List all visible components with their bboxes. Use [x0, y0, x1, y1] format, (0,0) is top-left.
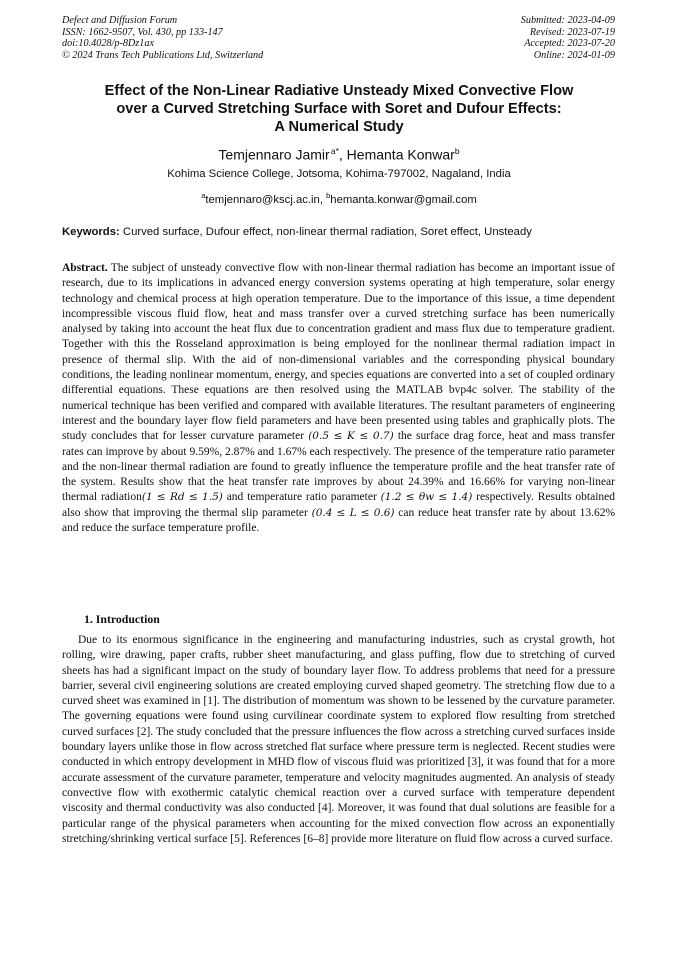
section-heading-introduction: 1. Introduction: [84, 612, 160, 626]
abstract-text-2: the surface drag force, heat and mass transfer rates can improve by about 9.59%, 2.87% and 1.67% each respectively. The presence of the temperature ratio parameter and the non-linear thermal radiation are found to greatly influence the temperature profile and the heat transfer rate of the system. Results show that the heat transfer rate improves by about 24.39% and 16.66% for varying non-linear thermal radiation: [62, 430, 615, 504]
abstract-text-3: and temperature ratio parameter: [222, 491, 381, 504]
math-temperature-ratio-range: (1.2 ≤ θw ≤ 1.4): [380, 491, 473, 504]
abstract-text-1: The subject of unsteady convective flow with non-linear thermal radiation has become an important issue of research, due to its implications in advanced energy conversion systems operating at high temperature, solar energy technology and chemical process at high operation temperature. Due to the importance of this issue, a time dependent incompressible viscous fluid flow, heat and mass transfer over a curved stretching surface has been numerically analysed by taking into account the heat flux due to concentration gradient and mass flux due to temperature gradient. Together with this the Rosseland approximation is being employed for the nonlinear thermal radiation impact in presence of thermal slip. With the aid of non-dimensional variables and the corresponding physical boundary conditions, the leading nonlinear momentum, energy, and species equations are converted into a set of coupled ordinary differential equations. These equations are then resolved using the MATLAB bvp4c solver. The stability of the numerical technique has been verified and compared with available literatures. The resultant parameters of engineering interest and the boundary layer flow field parameters and have been presented using tables and graphically plots. The study concludes that for lesser curvature parameter: [62, 262, 615, 443]
email-jamir[interactable]: temjennaro@kscj.ac.in: [205, 193, 320, 206]
author-jamir: Temjennaro Jamir: [218, 146, 330, 163]
accepted-date: Accepted: 2023-07-20: [524, 38, 615, 50]
math-thermal-slip-range: (0.4 ≤ L ≤ 0.6): [311, 506, 395, 519]
math-radiation-range: (1 ≤ Rd ≤ 1.5): [141, 491, 223, 504]
journal-name: Defect and Diffusion Forum: [62, 15, 178, 26]
title-line-1: Effect of the Non-Linear Radiative Unsteady Mixed Convective Flow: [104, 83, 574, 99]
math-curvature-range: (0.5 ≤ K ≤ 0.7): [308, 430, 394, 443]
email-konwar[interactable]: hemanta.konwar@gmail.com: [330, 193, 477, 206]
title-line-2: over a Curved Stretching Surface with Soret and Dufour Effects:: [116, 101, 562, 118]
affiliation: Kohima Science College, Jotsoma, Kohima-797002, Nagaland, India: [167, 168, 511, 180]
title-line-3: A Numerical Study: [274, 119, 404, 136]
author-jamir-affil-mark: a*: [330, 146, 339, 156]
paper-title: [40, 82, 638, 137]
email-separator: ,: [319, 193, 327, 206]
journal-info: [62, 15, 263, 61]
journal-issn: ISSN: 1662-9507, Vol. 430, pp 133-147: [62, 26, 223, 38]
email-b-mark: b: [326, 191, 331, 200]
keywords-text: Curved surface, Dufour effect, non-linear thermal radiation, Soret effect, Unsteady: [119, 226, 532, 238]
copyright-line: © 2024 Trans Tech Publications Ltd, Switzerland: [62, 49, 264, 61]
submission-dates: [521, 15, 615, 61]
abstract-text-4: respectively. Results obtained also show that improving the thermal slip parameter: [62, 491, 615, 519]
introduction-paragraph: Due to its enormous significance in the engineering and manufacturing industries, such as crystal growth, hot rolling, wire drawing, paper crafts, rubber sheet manufacturing, and glass puffing, flow due to stretching of curved sheets has had a significant impact on the study of boundary layer flow. To address problems that need for a pressure barrier, several civil engineering solutions are created employing curved shaped geometry. The stretching flow due to a curved sheet was examined in [1]. The distribution of momentum was shown to be lessened by the curvature parameter. The governing equations were found using curvilinear coordinate system to explored flow resulting from stretched curved surfaces [2]. The study concluded that the pressure influences the flow across a stretching curved surfaces inside boundary layers unlike those in flow across stretched flat surface where pressure term is neglected. Recent studies were conducted in which entropy development in MHD flow of viscous fluid was prioritized [3], it was found that for a more accurate assessment of the curvature parameter, temperature and velocity magnitudes augmented. An analysis of steady convective flow with exothermic catalytic chemical reaction over a curved surface with temperature dependent viscosity and thermal conductivity was also conducted [4]. Moreover, it was found that dual solutions are feasible for a particular range of the physical parameters when accounting for the mixed convection flow across an exponentially stretching/shrinking vertical surface [5]. References [6–8] provide more literature on fluid flow across a curved surface.: [62, 634, 615, 845]
abstract-text-5: can reduce heat transfer rate by about 13.62% and reduce the surface temperature profile.: [62, 506, 616, 535]
author-separator: ,: [338, 146, 347, 163]
author-konwar: Hemanta Konwar: [346, 146, 455, 163]
keywords: [62, 225, 622, 239]
submitted-date: Submitted: 2023-04-09: [520, 15, 615, 26]
author-konwar-affil-mark: b: [454, 146, 460, 156]
online-date: Online: 2024-01-09: [533, 49, 615, 61]
keywords-label: Keywords:: [62, 226, 120, 238]
abstract-label: Abstract.: [62, 262, 108, 274]
abstract: [62, 261, 615, 536]
revised-date: Revised: 2023-07-19: [529, 26, 615, 38]
doi-link[interactable]: doi:10.4028/p-8Dz1ax: [62, 38, 154, 50]
email-a-mark: a: [201, 191, 206, 200]
author-list: [40, 143, 638, 164]
author-emails: [40, 189, 638, 207]
